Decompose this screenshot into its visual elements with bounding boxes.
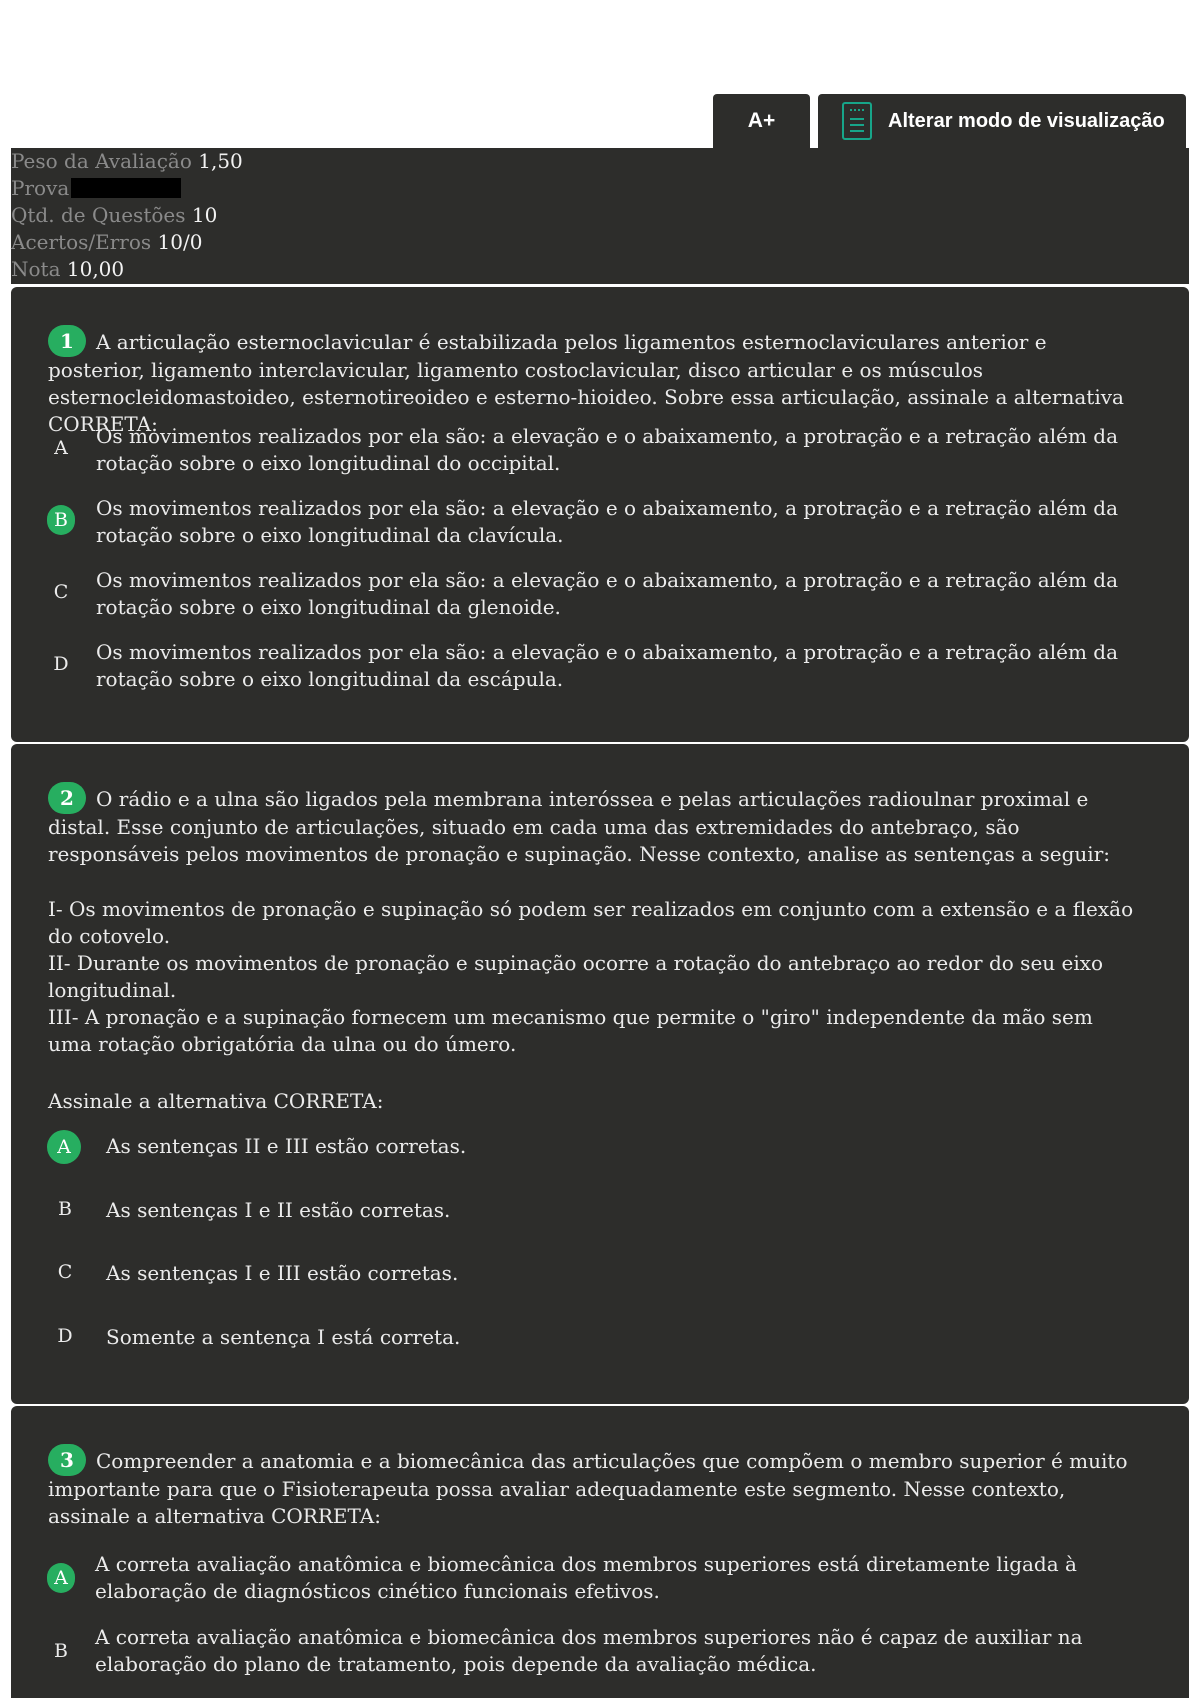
question-text — [48, 1444, 1138, 1530]
weight-label: Peso da Avaliação — [11, 149, 192, 173]
option-letter: D — [57, 1325, 73, 1347]
option-text: A correta avaliação anatômica e biomecânica dos membros superiores não é capaz de auxiliar na elaboração do plano de tratamento, pois depende da avaliação médica. — [95, 1625, 1083, 1676]
question-number-badge: 2 — [48, 782, 86, 814]
option-letter: A — [54, 437, 68, 459]
exam-label: Prova — [11, 176, 70, 200]
question-card-3 — [11, 1406, 1189, 1698]
hits-row — [11, 229, 1189, 256]
correct-option-letter: B — [47, 505, 75, 535]
exam-row — [11, 175, 1189, 202]
question-number-badge: 3 — [48, 1444, 86, 1476]
questions-value: 10 — [191, 203, 218, 227]
redacted-exam-name — [71, 178, 181, 198]
question-statement: A articulação esternoclavicular é estabilizada pelos ligamentos esternoclaviculares anterior e posterior, ligamento interclavicular, ligamento costoclavicular, disco articular e os músculos esternocleidomastoideo, esternotireoideo e esterno-hioideo. Sobre essa articulação, assinale a alternativa CORRETA: — [48, 330, 1124, 436]
hits-value: 10/0 — [157, 230, 203, 254]
question-number-badge: 1 — [48, 325, 86, 357]
option-text: As sentenças I e III estão corretas. — [106, 1261, 459, 1285]
question-statement: Compreender a anatomia e a biomecânica das articulações que compõem o membro superior é muito importante para que o Fisioterapeuta possa avaliar adequadamente este segmento. Nesse contexto, assinale a alternativa CORRETA: — [48, 1449, 1128, 1528]
question-prompt: Assinale a alternativa CORRETA: — [48, 1089, 384, 1113]
option-letter: B — [58, 1198, 72, 1220]
option-letter: D — [53, 653, 69, 675]
option-text: Os movimentos realizados por ela são: a elevação e o abaixamento, a protração e a retração além da rotação sobre o eixo longitudinal da clavícula. — [96, 496, 1119, 547]
font-size-button[interactable] — [713, 94, 810, 148]
weight-row — [11, 148, 1189, 175]
option-text: Somente a sentença I está correta. — [106, 1325, 461, 1349]
question-text — [48, 325, 1138, 438]
grade-row — [11, 256, 1189, 283]
question-text — [48, 782, 1138, 868]
option-text: As sentenças II e III estão corretas. — [106, 1134, 467, 1158]
sentence-2: II- Durante os movimentos de pronação e supinação ocorre a rotação do antebraço ao redor do seu eixo longitudinal. — [48, 951, 1104, 1002]
sentence-list — [48, 896, 1138, 1058]
evaluation-summary — [11, 148, 1189, 284]
option-text: A correta avaliação anatômica e biomecânica dos membros superiores está diretamente ligada à elaboração de diagnósticos cinético funcionais efetivos. — [95, 1552, 1077, 1603]
option-text: Os movimentos realizados por ela são: a elevação e o abaixamento, a protração e a retração além da rotação sobre o eixo longitudinal da glenoide. — [96, 568, 1119, 619]
weight-value: 1,50 — [198, 149, 243, 173]
question-statement: O rádio e a ulna são ligados pela membrana interóssea e pelas articulações radioulnar proximal e distal. Esse conjunto de articulações, situado em cada uma das extremidades do antebraço, são responsáveis pelos movimentos de pronação e supinação. Nesse contexto, analise as sentenças a seguir: — [48, 787, 1110, 866]
option-text: Os movimentos realizados por ela são: a elevação e o abaixamento, a protração e a retração além da rotação sobre o eixo longitudinal do occipital. — [96, 424, 1119, 475]
option-letter: C — [53, 581, 69, 603]
option-text: As sentenças I e II estão corretas. — [106, 1198, 451, 1222]
questions-row — [11, 202, 1189, 229]
option-letter: C — [57, 1261, 73, 1283]
document-icon — [842, 102, 872, 140]
sentence-1: I- Os movimentos de pronação e supinação só podem ser realizados em conjunto com a extensão e a flexão do cotovelo. — [48, 897, 1134, 948]
hits-label: Acertos/Erros — [11, 230, 152, 254]
option-letter: B — [54, 1640, 68, 1662]
font-size-label: A+ — [747, 109, 776, 132]
question-card-2 — [11, 744, 1189, 1404]
questions-label: Qtd. de Questões — [11, 203, 186, 227]
view-mode-button[interactable] — [818, 94, 1186, 148]
grade-label: Nota — [11, 257, 61, 281]
sentence-3: III- A pronação e a supinação fornecem um mecanismo que permite o "giro" independente da mão sem uma rotação obrigatória da ulna ou do úmero. — [48, 1005, 1093, 1056]
grade-value: 10,00 — [66, 257, 125, 281]
correct-option-letter: A — [47, 1563, 75, 1593]
option-text: Os movimentos realizados por ela são: a elevação e o abaixamento, a protração e a retração além da rotação sobre o eixo longitudinal da escápula. — [96, 640, 1119, 691]
question-card-1 — [11, 287, 1189, 742]
view-mode-label: Alterar modo de visualização — [888, 109, 1165, 132]
correct-option-letter: A — [47, 1130, 81, 1164]
